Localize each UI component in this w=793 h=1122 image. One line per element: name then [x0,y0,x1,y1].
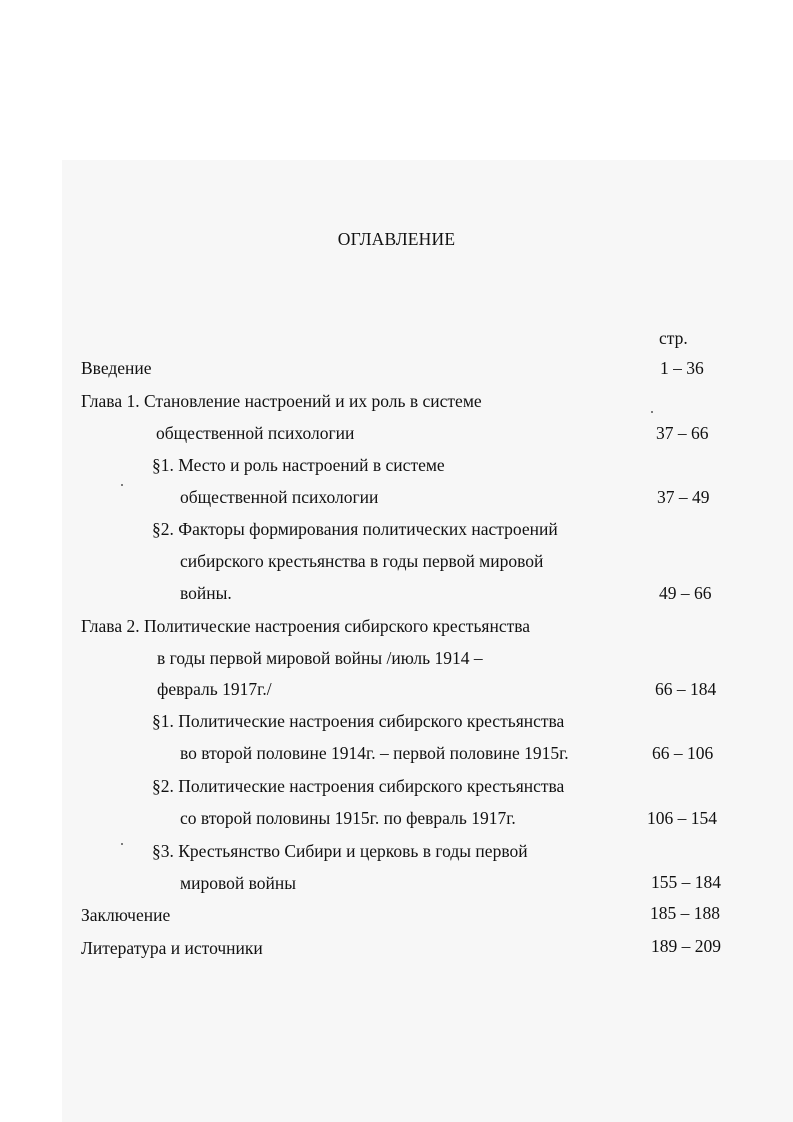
toc-entry-ch1-sec2: §2. Факторы формирования политических настроений [152,519,558,539]
toc-entry-chapter-1: Глава 1. Становление настроений и их роль в системе [81,391,482,411]
toc-pages-ch2-sec3: 155 – 184 [651,872,721,892]
scan-speck [121,484,123,486]
toc-pages-ch1-sec2: 49 – 66 [659,583,712,603]
toc-pages-ch1-sec1: 37 – 49 [657,487,710,507]
toc-entry-ch2-sec3: §3. Крестьянство Сибири и церковь в годы первой [152,841,528,861]
toc-entry-ch2-sec1: §1. Политические настроения сибирского крестьянства [152,711,565,731]
toc-pages-conclusion: 185 – 188 [650,903,720,923]
toc-entry-ch1-sec1-cont: общественной психологии [180,487,379,507]
toc-pages-bibliography: 189 – 209 [651,936,721,956]
toc-pages-introduction: 1 – 36 [660,358,704,378]
toc-entry-ch1-sec1: §1. Место и роль настроений в системе [152,455,445,475]
toc-entry-ch2-sec1-cont: во второй половине 1914г. – первой половине 1915г. [180,743,569,763]
toc-pages-ch2-sec2: 106 – 154 [647,808,717,828]
toc-entry-chapter-2: Глава 2. Политические настроения сибирского крестьянства [81,616,531,636]
toc-entry-ch2-sec3-cont: мировой войны [180,873,296,893]
toc-pages-chapter-1: 37 – 66 [656,423,709,443]
toc-pages-ch2-sec1: 66 – 106 [652,743,714,763]
toc-entry-ch2-sec2: §2. Политические настроения сибирского крестьянства [152,776,565,796]
scan-speck [651,411,653,413]
toc-entry-ch1-sec2-cont-2: войны. [180,583,232,603]
scan-background [62,160,793,1122]
toc-entry-ch1-sec2-cont-1: сибирского крестьянства в годы первой мировой [180,551,544,571]
toc-entry-chapter-2-cont-2: февраль 1917г./ [157,679,272,699]
toc-entry-chapter-1-cont: общественной психологии [156,423,355,443]
toc-entry-conclusion: Заключение [81,905,171,925]
toc-title: ОГЛАВЛЕНИЕ [337,229,456,249]
scan-speck [121,843,123,845]
toc-entry-chapter-2-cont-1: в годы первой мировой войны /июль 1914 – [157,648,483,668]
page-column-header: стр. [659,328,688,348]
toc-entry-ch2-sec2-cont: со второй половины 1915г. по февраль 1917г. [180,808,516,828]
toc-pages-chapter-2: 66 – 184 [655,679,717,699]
toc-entry-bibliography: Литература и источники [81,938,263,958]
toc-entry-introduction: Введение [81,358,152,378]
